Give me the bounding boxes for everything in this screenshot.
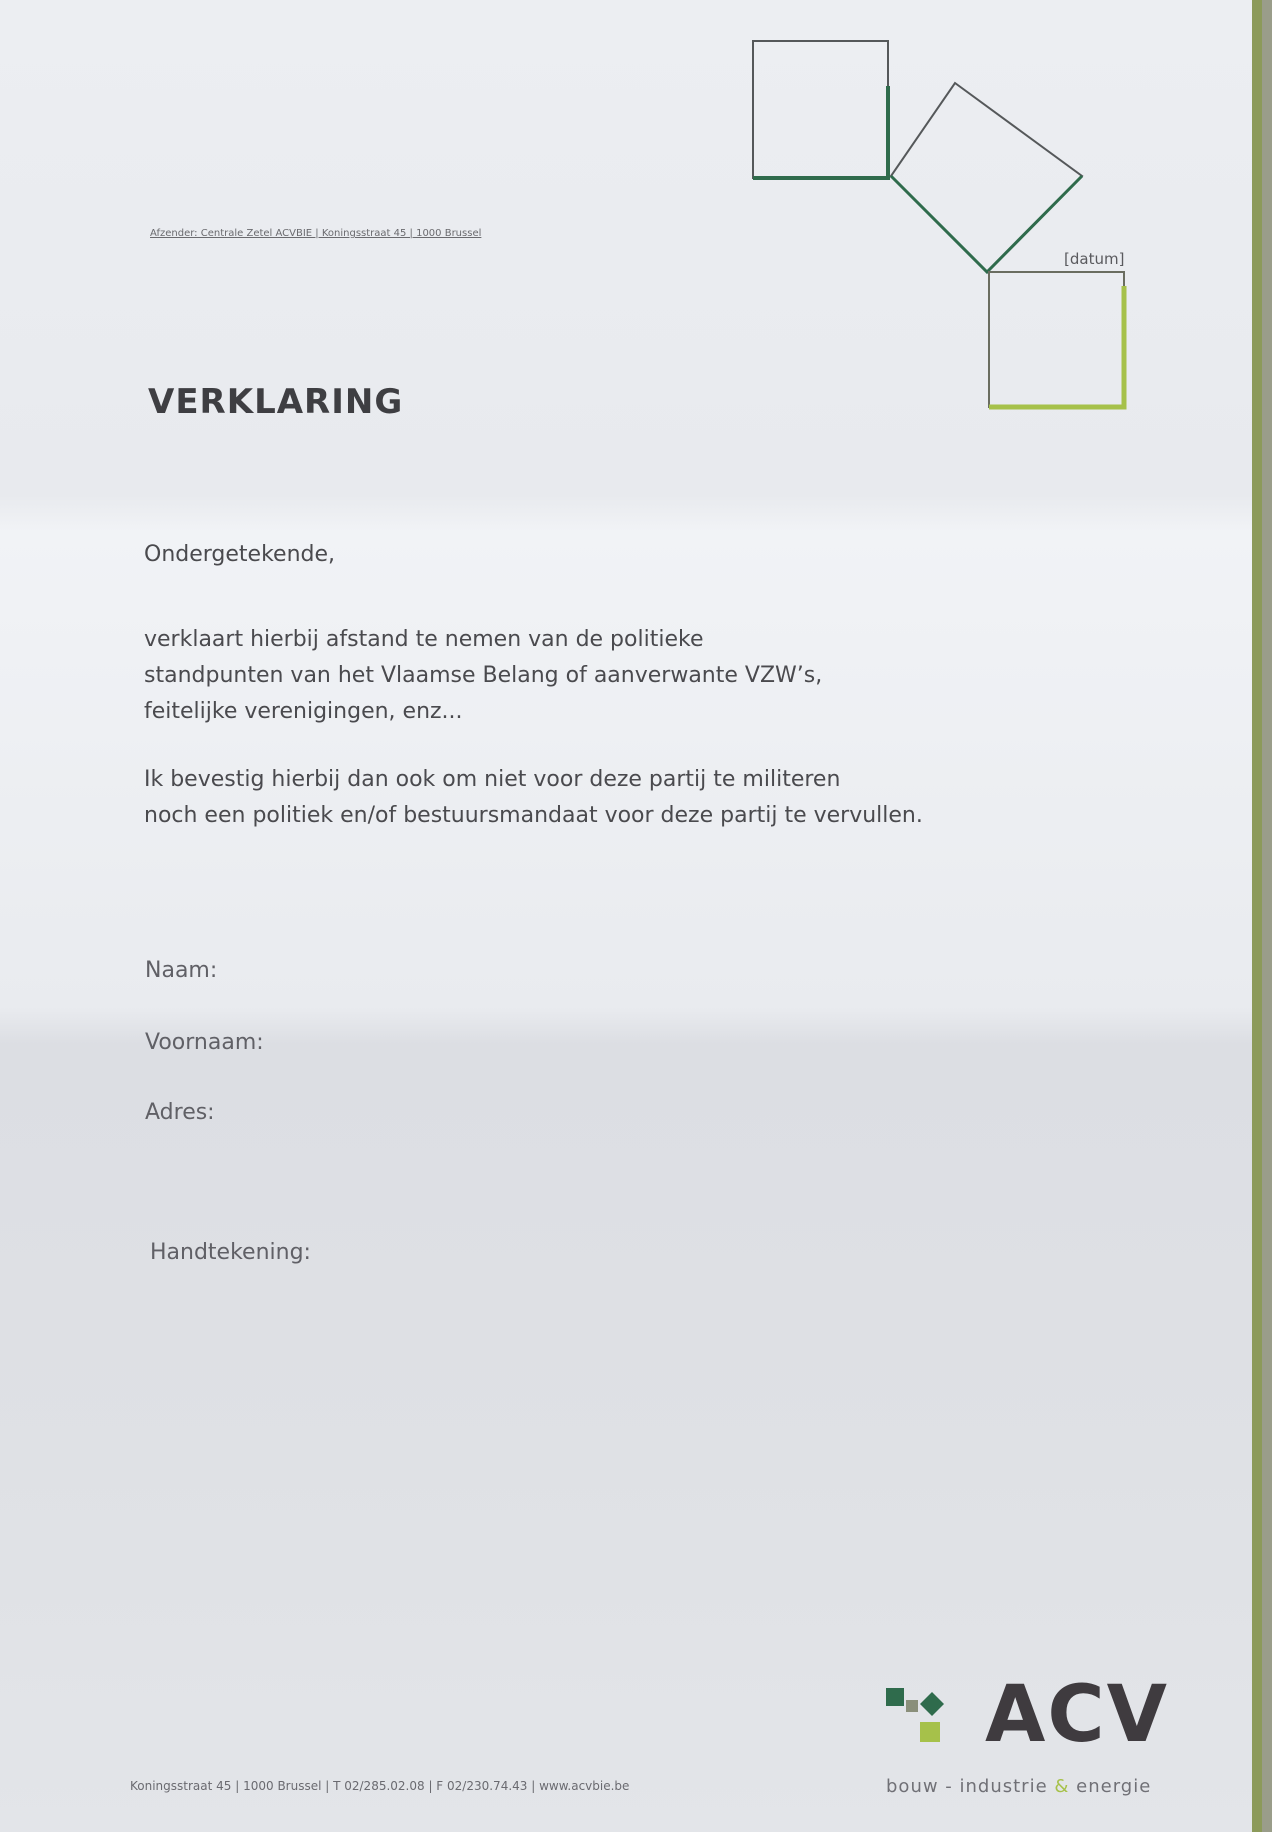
salutation: Ondergetekende, [144,542,336,567]
footer-address: Koningsstraat 45 | 1000 Brussel | T 02/285.02.08 | F 02/230.74.43 | www.acvbie.be [130,1779,630,1793]
paragraph-1-line-2: standpunten van het Vlaamse Belang of aanverwante VZW’s, [144,663,823,688]
first-name-field-label: Voornaam: [145,1030,264,1055]
top-square-accent [753,86,888,178]
tagline-part-1: bouw - industrie [886,1776,1055,1797]
acv-brand-name: ACV [985,1670,1169,1760]
paragraph-2-line-2: noch een politiek en/of bestuursmandaat voor deze partij te vervullen. [144,803,923,828]
signature-field-label: Handtekening: [150,1240,311,1265]
paragraph-2-line-1: Ik bevestig hierbij dan ook om niet voor deze partij te militeren [144,767,841,792]
document-title: VERKLARING [148,382,404,422]
address-field-label: Adres: [145,1100,215,1125]
top-square [753,41,888,178]
paragraph-1-line-1: verklaart hierbij afstand te nemen van de politieke [144,627,704,652]
name-field-label: Naam: [145,958,218,983]
tagline-part-2: energie [1069,1776,1152,1797]
diamond-shape [891,83,1082,272]
brand-tagline [886,1776,1151,1797]
header-squares-graphic [745,36,1135,416]
bottom-square [989,272,1124,407]
paragraph-1-line-3: feitelijke verenigingen, enz... [144,699,463,724]
tagline-ampersand: & [1054,1776,1070,1797]
date-placeholder: [datum] [1064,250,1125,268]
background-edge [1252,0,1262,1832]
sender-line: Afzender: Centrale Zetel ACVBIE | Koningsstraat 45 | 1000 Brussel [150,228,482,239]
bottom-square-accent [989,286,1124,407]
diamond-accent [891,176,1082,272]
